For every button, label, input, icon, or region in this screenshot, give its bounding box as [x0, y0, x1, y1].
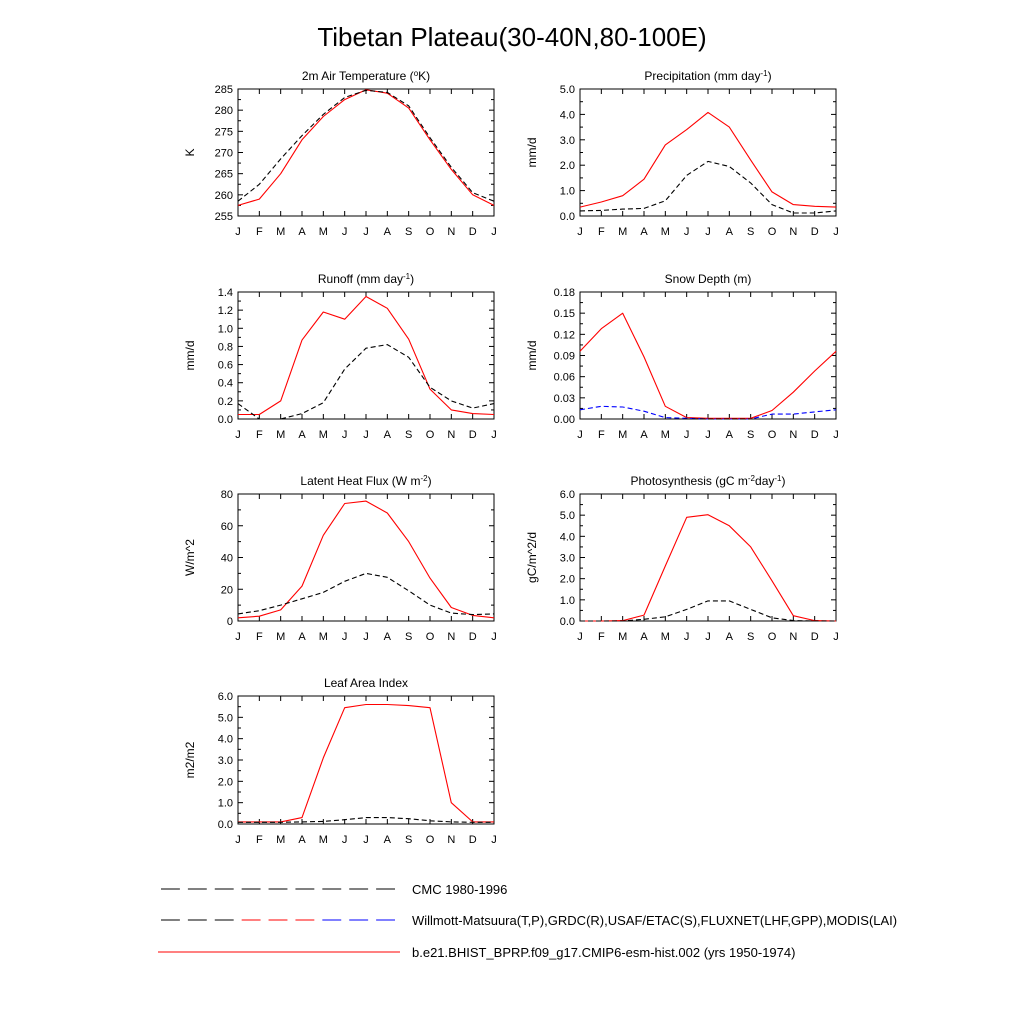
x-tick-label: M: [618, 631, 628, 643]
y-tick-label: 265: [214, 168, 233, 181]
title-text: Runoff (mm day: [317, 272, 404, 286]
panel-title-snow: [665, 272, 752, 286]
y-tick-label: 0.18: [553, 287, 575, 299]
series-line-obs: [238, 573, 494, 614]
x-tick-label: J: [491, 429, 497, 441]
x-tick-label: A: [725, 429, 734, 441]
y-tick-label: 0.0: [559, 211, 575, 223]
y-tick-label: 1.0: [559, 594, 575, 607]
x-tick-label: J: [683, 226, 690, 238]
series-line-model: [580, 515, 836, 621]
y-tick-label: 3.0: [559, 134, 575, 147]
title-text: Leaf Area Index: [323, 676, 409, 690]
panel-runoff: [183, 272, 497, 442]
legend-label: b.e21.BHIST_BPRP.f09_g17.CMIP6-esm-hist.002 (yrs 1950-1974): [412, 945, 796, 960]
plot-frame: [238, 494, 494, 621]
series-line-obs: [238, 345, 494, 419]
x-tick-label: F: [597, 226, 605, 238]
x-tick-label: M: [660, 429, 670, 441]
legend-label: CMC 1980-1996: [412, 882, 508, 897]
x-tick-label: J: [235, 631, 241, 643]
page-title: Tibetan Plateau(30-40N,80-100E): [317, 22, 707, 52]
x-tick-label: O: [425, 834, 435, 846]
y-tick-label: 40: [220, 552, 233, 565]
x-tick-label: F: [597, 429, 605, 441]
panel-snow: [525, 272, 839, 441]
title-text: Snow Depth (m): [664, 272, 752, 286]
title-superscript: -2: [420, 473, 428, 483]
series-line-model: [238, 705, 494, 822]
x-tick-label: D: [810, 631, 819, 643]
y-tick-label: 270: [214, 147, 233, 160]
x-tick-label: J: [833, 226, 839, 238]
y-tick-label: 4.0: [217, 733, 233, 746]
y-tick-label: 0.4: [217, 377, 233, 390]
x-tick-label: J: [363, 429, 369, 441]
y-axis-label: W/m^2: [183, 539, 197, 576]
y-tick-label: 1.0: [559, 185, 575, 198]
x-tick-label: A: [383, 834, 392, 846]
x-tick-label: J: [341, 429, 348, 441]
x-tick-label: D: [468, 834, 477, 846]
x-tick-label: A: [383, 226, 392, 238]
panel-lhf: [183, 474, 497, 644]
y-tick-label: 1.0: [217, 797, 233, 810]
x-tick-label: J: [683, 429, 690, 441]
plot-frame: [238, 696, 494, 824]
legend-entry-obs: [161, 913, 897, 928]
x-tick-label: J: [341, 631, 348, 643]
y-tick-label: 5.0: [559, 84, 575, 96]
x-tick-label: N: [447, 834, 456, 846]
x-tick-label: O: [767, 631, 777, 643]
y-tick-label: 0.8: [217, 341, 233, 354]
title-text: 2m Air Temperature (: [301, 69, 414, 83]
x-tick-label: J: [683, 631, 690, 643]
y-tick-label: 2.0: [559, 160, 575, 173]
y-tick-label: 1.4: [217, 287, 233, 299]
y-tick-label: 0.0: [559, 616, 575, 628]
plot-frame: [580, 292, 836, 419]
x-tick-label: A: [640, 226, 648, 238]
x-tick-label: J: [577, 429, 583, 441]
panel-t2m: [183, 69, 497, 239]
y-tick-label: 0.0: [217, 819, 233, 831]
x-tick-label: J: [833, 429, 839, 441]
x-tick-label: N: [789, 631, 798, 643]
y-axis-label: mm/d: [525, 137, 539, 168]
y-tick-label: 2.0: [217, 776, 233, 789]
x-tick-label: J: [341, 226, 348, 238]
x-tick-label: J: [491, 834, 497, 846]
x-tick-label: J: [363, 226, 369, 238]
title-superscript: -1: [760, 68, 768, 78]
x-tick-label: J: [491, 226, 497, 238]
title-text: Latent Heat Flux (W m: [300, 474, 421, 488]
panel-precip: [525, 69, 839, 239]
x-tick-label: J: [833, 631, 839, 643]
title-text: ): [767, 69, 772, 83]
x-tick-label: F: [255, 226, 263, 238]
y-tick-label: 1.0: [217, 323, 233, 336]
title-text: K): [418, 69, 431, 83]
series-line-model: [580, 313, 836, 418]
x-tick-label: S: [746, 226, 755, 238]
series-line-obs: [238, 90, 494, 201]
y-tick-label: 285: [214, 84, 233, 96]
x-tick-label: D: [468, 429, 477, 441]
x-tick-label: J: [235, 226, 241, 238]
y-tick-label: 0.6: [217, 359, 233, 372]
x-tick-label: S: [404, 834, 413, 846]
panel-title-lai: [324, 676, 408, 690]
x-tick-label: O: [425, 631, 435, 643]
y-tick-label: 5.0: [217, 712, 233, 725]
y-axis-label: m2/m2: [183, 741, 197, 779]
x-tick-label: M: [276, 226, 286, 238]
x-tick-label: M: [318, 631, 328, 643]
x-tick-label: O: [425, 226, 435, 238]
x-tick-label: M: [318, 226, 328, 238]
x-tick-label: N: [789, 429, 798, 441]
y-tick-label: 60: [220, 520, 233, 533]
y-tick-label: 2.0: [559, 573, 575, 586]
y-tick-label: 280: [214, 105, 233, 118]
x-tick-label: A: [383, 631, 392, 643]
plot-frame: [580, 494, 836, 621]
panel-title-precip: [644, 69, 771, 84]
y-axis-label: K: [183, 148, 197, 157]
title-text: ): [410, 272, 415, 286]
x-tick-label: M: [618, 226, 628, 238]
y-tick-label: 275: [214, 126, 233, 139]
legend: [158, 882, 897, 960]
y-tick-label: 0.03: [553, 392, 575, 405]
x-tick-label: F: [255, 429, 263, 441]
y-tick-label: 3.0: [217, 755, 233, 767]
x-tick-label: J: [577, 631, 583, 643]
x-tick-label: J: [705, 631, 711, 643]
x-tick-label: F: [255, 834, 263, 846]
y-tick-label: 4.0: [559, 531, 575, 544]
title-superscript: -2: [747, 473, 756, 483]
y-tick-label: 0: [226, 616, 233, 628]
y-tick-label: 6.0: [559, 489, 575, 501]
series-line-model: [238, 501, 494, 618]
y-tick-label: 0.2: [217, 395, 233, 408]
y-tick-label: 80: [220, 489, 233, 501]
series-line-model: [580, 112, 836, 207]
y-tick-label: 0.15: [553, 308, 575, 321]
y-tick-label: 20: [220, 584, 233, 597]
x-tick-label: M: [660, 226, 670, 238]
x-tick-label: O: [767, 429, 777, 441]
x-tick-label: D: [468, 226, 477, 238]
x-tick-label: M: [618, 429, 628, 441]
x-tick-label: N: [447, 226, 456, 238]
plot-frame: [238, 89, 494, 216]
title-superscript: -1: [403, 271, 411, 281]
x-tick-label: J: [363, 834, 369, 846]
series-line-model: [238, 90, 494, 206]
x-tick-label: J: [235, 429, 241, 441]
x-tick-label: A: [298, 834, 306, 846]
y-tick-label: 0.12: [553, 329, 575, 342]
x-tick-label: J: [705, 226, 711, 238]
x-tick-label: S: [746, 429, 755, 441]
y-tick-label: 0.00: [553, 414, 575, 426]
x-tick-label: M: [318, 834, 328, 846]
x-tick-label: M: [660, 631, 670, 643]
x-tick-label: O: [425, 429, 435, 441]
title-superscript: -1: [774, 473, 782, 483]
x-tick-label: S: [746, 631, 755, 643]
y-tick-label: 4.0: [559, 109, 575, 122]
panel-title-lhf: [300, 474, 431, 489]
panel-title-gpp: [631, 474, 786, 489]
x-tick-label: S: [404, 226, 413, 238]
x-tick-label: J: [491, 631, 497, 643]
x-tick-label: A: [298, 429, 306, 441]
x-tick-label: D: [468, 631, 477, 643]
title-text: day: [755, 474, 775, 488]
x-tick-label: N: [447, 631, 456, 643]
y-tick-label: 3.0: [559, 552, 575, 565]
panels: [183, 69, 839, 847]
x-tick-label: N: [789, 226, 798, 238]
x-tick-label: A: [640, 631, 648, 643]
x-tick-label: M: [276, 631, 286, 643]
x-tick-label: J: [705, 429, 711, 441]
panel-title-t2m: [302, 69, 430, 84]
y-tick-label: 255: [214, 211, 233, 223]
y-tick-label: 0.06: [553, 371, 575, 384]
series-line-model: [238, 297, 494, 415]
x-tick-label: A: [298, 631, 306, 643]
x-tick-label: A: [298, 226, 306, 238]
title-superscript: o: [413, 68, 419, 78]
y-tick-label: 0.09: [553, 350, 575, 363]
title-text: ): [781, 474, 786, 488]
x-tick-label: A: [725, 226, 734, 238]
x-tick-label: J: [577, 226, 583, 238]
legend-entry-model: [158, 945, 795, 960]
x-tick-label: J: [235, 834, 241, 846]
legend-entry-cmc: [161, 882, 507, 897]
legend-label: Willmott-Matsuura(T,P),GRDC(R),USAF/ETAC(S),FLUXNET(LHF,GPP),MODIS(LAI): [412, 913, 898, 928]
y-axis-label: gC/m^2/d: [525, 532, 539, 583]
x-tick-label: N: [447, 429, 456, 441]
x-tick-label: A: [725, 631, 734, 643]
panel-lai: [183, 676, 497, 846]
x-tick-label: F: [597, 631, 605, 643]
title-text: Precipitation (mm day: [644, 69, 761, 83]
title-text: ): [427, 474, 432, 488]
x-tick-label: M: [276, 429, 286, 441]
x-tick-label: A: [640, 429, 648, 441]
y-tick-label: 6.0: [217, 691, 233, 703]
plot-frame: [238, 292, 494, 419]
x-tick-label: A: [383, 429, 392, 441]
x-tick-label: S: [404, 429, 413, 441]
x-tick-label: D: [810, 429, 819, 441]
title-text: Photosynthesis (gC m: [630, 474, 748, 488]
x-tick-label: D: [810, 226, 819, 238]
y-axis-label: mm/d: [183, 340, 197, 371]
x-tick-label: S: [404, 631, 413, 643]
y-tick-label: 1.2: [217, 305, 233, 318]
y-tick-label: 5.0: [559, 510, 575, 523]
x-tick-label: F: [255, 631, 263, 643]
y-tick-label: 0.0: [217, 414, 233, 426]
panel-gpp: [525, 474, 839, 644]
y-axis-label: mm/d: [525, 340, 539, 371]
x-tick-label: O: [767, 226, 777, 238]
x-tick-label: M: [276, 834, 286, 846]
x-tick-label: M: [318, 429, 328, 441]
x-tick-label: J: [363, 631, 369, 643]
panel-title-runoff: [318, 272, 414, 287]
y-tick-label: 260: [214, 189, 233, 202]
x-tick-label: J: [341, 834, 348, 846]
